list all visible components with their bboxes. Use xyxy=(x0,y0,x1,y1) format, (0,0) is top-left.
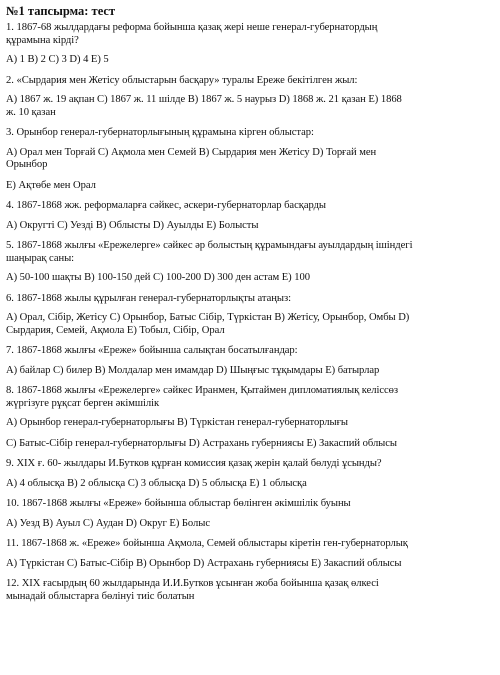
question-block xyxy=(6,293,500,338)
answer-options: Орынбор xyxy=(6,159,48,170)
answer-options: А) Түркістан С) Батыс-Сібір В) Орынбор D) Астрахань губерниясы E) Закаспий облысы xyxy=(6,557,402,569)
spacer xyxy=(6,410,500,417)
spacer xyxy=(6,471,500,478)
answer-options: А) Орынбор генерал-губернаторлығы В) Түркістан генерал-губернаторлығы xyxy=(6,417,348,428)
spacer xyxy=(6,305,500,312)
spacer xyxy=(6,47,500,54)
question-list xyxy=(6,22,500,603)
question-block xyxy=(6,385,500,450)
question-text: 11. 1867-1868 ж. «Ереже» бойынша Ақмола, Семей облыстары кіретін ген-губернаторлық xyxy=(6,538,408,549)
page-title: №1 тапсырма: тест xyxy=(6,4,116,18)
question-text: құрамына кірді? xyxy=(6,34,79,46)
question-block xyxy=(6,240,500,285)
spacer xyxy=(6,551,500,558)
question-block xyxy=(6,345,500,377)
question-block xyxy=(6,22,500,67)
spacer xyxy=(6,213,500,220)
question-text: жүргізуге рұқсат берген әкімшілік xyxy=(6,397,160,409)
question-text: 10. 1867-1868 жылғы «Ереже» бойынша облыстар бөлінген әкімшілік буыны xyxy=(6,498,351,509)
question-block xyxy=(6,458,500,490)
spacer xyxy=(6,358,500,365)
answer-options: А) Уезд В) Ауыл С) Аудан D) Округ E) Болыс xyxy=(6,517,211,529)
question-block xyxy=(6,498,500,530)
spacer xyxy=(6,87,500,94)
question-text: 1. 1867-68 жылдардағы реформа бойынша қазақ жері неше генерал-губернатордың xyxy=(6,22,378,33)
question-text: 4. 1867-1868 жж. реформаларға сәйкес, әскери-губернаторлар басқарды xyxy=(6,200,327,211)
question-text: 6. 1867-1868 жылы құрылған генерал-губернаторлықты атаңыз: xyxy=(6,292,291,304)
answer-options: А) Орал мен Торғай С) Ақмола мен Семей В) Сырдария мен Жетісу D) Торғай мен xyxy=(6,146,377,158)
answer-options: А) Орал, Сібір, Жетісу С) Орынбор, Батыс Сібір, Түркістан В) Жетісу, Орынбор, Омбы D) xyxy=(6,312,410,323)
answer-options-extra: Е) Ақтөбе мен Орал xyxy=(6,179,96,191)
question-text: 8. 1867-1868 жылғы «Ережелерге» сәйкес Иранмен, Қытаймен дипломатиялық келіссөз xyxy=(6,385,399,396)
spacer xyxy=(6,140,500,147)
question-text: 12. XIX ғасырдың 60 жылдарында И.И.Бутков ұсынған жоба бойынша қазақ өлкесі xyxy=(6,578,379,589)
question-text: 7. 1867-1868 жылғы «Ереже» бойынша салықтан босатылғандар: xyxy=(6,345,298,356)
question-text: 2. «Сырдария мен Жетісу облыстарын басқару» туралы Ереже бекітілген жыл: xyxy=(6,74,358,86)
question-text: 9. XIX ғ. 60- жылдары И.Бутков құрған комиссия қазақ жерін қалай бөлуді ұсынды? xyxy=(6,458,382,469)
question-block xyxy=(6,538,500,570)
question-text: мынадай облыстарға бөлінуі тиіс болатын xyxy=(6,590,195,602)
answer-options: Сырдария, Семей, Ақмола E) Тобыл, Сібір, Орал xyxy=(6,324,225,336)
question-block xyxy=(6,578,500,603)
question-text: 5. 1867-1868 жылғы «Ережелерге» сәйкес әр болыстың құрамындағы ауылдардың ішіндегі xyxy=(6,240,413,251)
answer-options: А) 4 облысқа В) 2 облысқа С) 3 облысқа D) 5 облысқа E) 1 облысқа xyxy=(6,477,307,489)
spacer xyxy=(6,265,500,272)
answer-options-extra: С) Батыс-Сібір генерал-губернаторлығы D) Астрахань губерниясы E) Закаспий облысы xyxy=(6,437,397,449)
question-text: 3. Орынбор генерал-губернаторлығының құрамына кірген облыстар: xyxy=(6,127,314,138)
question-text: шаңырақ саны: xyxy=(6,252,75,264)
answer-options: ж. 10 қазан xyxy=(6,106,56,118)
question-block xyxy=(6,127,500,192)
question-block xyxy=(6,200,500,232)
answer-options: А) байлар С) билер В) Молдалар мен имамдар D) Шыңғыс тұқымдары E) батырлар xyxy=(6,364,380,376)
answer-options: А) 1 В) 2 С) 3 D) 4 E) 5 xyxy=(6,54,109,65)
answer-options: А) 50-100 шақты В) 100-150 дей С) 100-200 D) 300 ден астам E) 100 xyxy=(6,272,310,283)
answer-options: А) 1867 ж. 19 ақпан С) 1867 ж. 11 шілде В) 1867 ж. 5 наурыз D) 1868 ж. 21 қазан E) 1868 xyxy=(6,94,402,105)
question-block xyxy=(6,75,500,120)
spacer xyxy=(6,511,500,518)
answer-options: А) Округті С) Уезді В) Облысты D) Ауылды E) Болысты xyxy=(6,219,259,231)
